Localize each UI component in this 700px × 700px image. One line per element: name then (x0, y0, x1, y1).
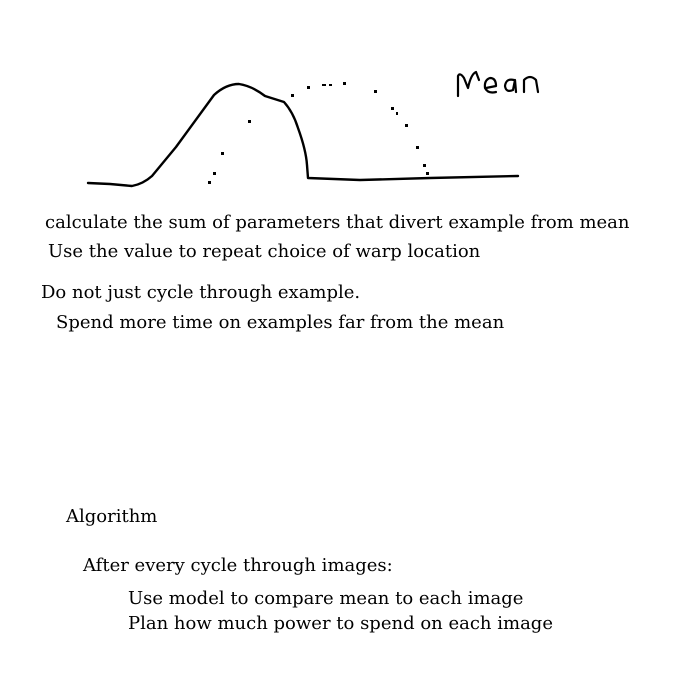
algorithm-step-intro: After every cycle through images: (83, 555, 393, 576)
algorithm-heading: Algorithm (66, 506, 158, 527)
algorithm-substep: Plan how much power to spend on each image (128, 613, 553, 634)
note-line-4: Spend more time on examples far from the mean (56, 312, 505, 333)
note-line-2: Use the value to repeat choice of warp location (48, 241, 481, 262)
note-line-3: Do not just cycle through example. (41, 282, 361, 303)
mean-handwritten-label (452, 66, 552, 102)
dotted-mean-curve (208, 82, 429, 184)
note-line-1: calculate the sum of parameters that divert example from mean (45, 212, 630, 233)
algorithm-substep: Use model to compare mean to each image (128, 588, 524, 609)
